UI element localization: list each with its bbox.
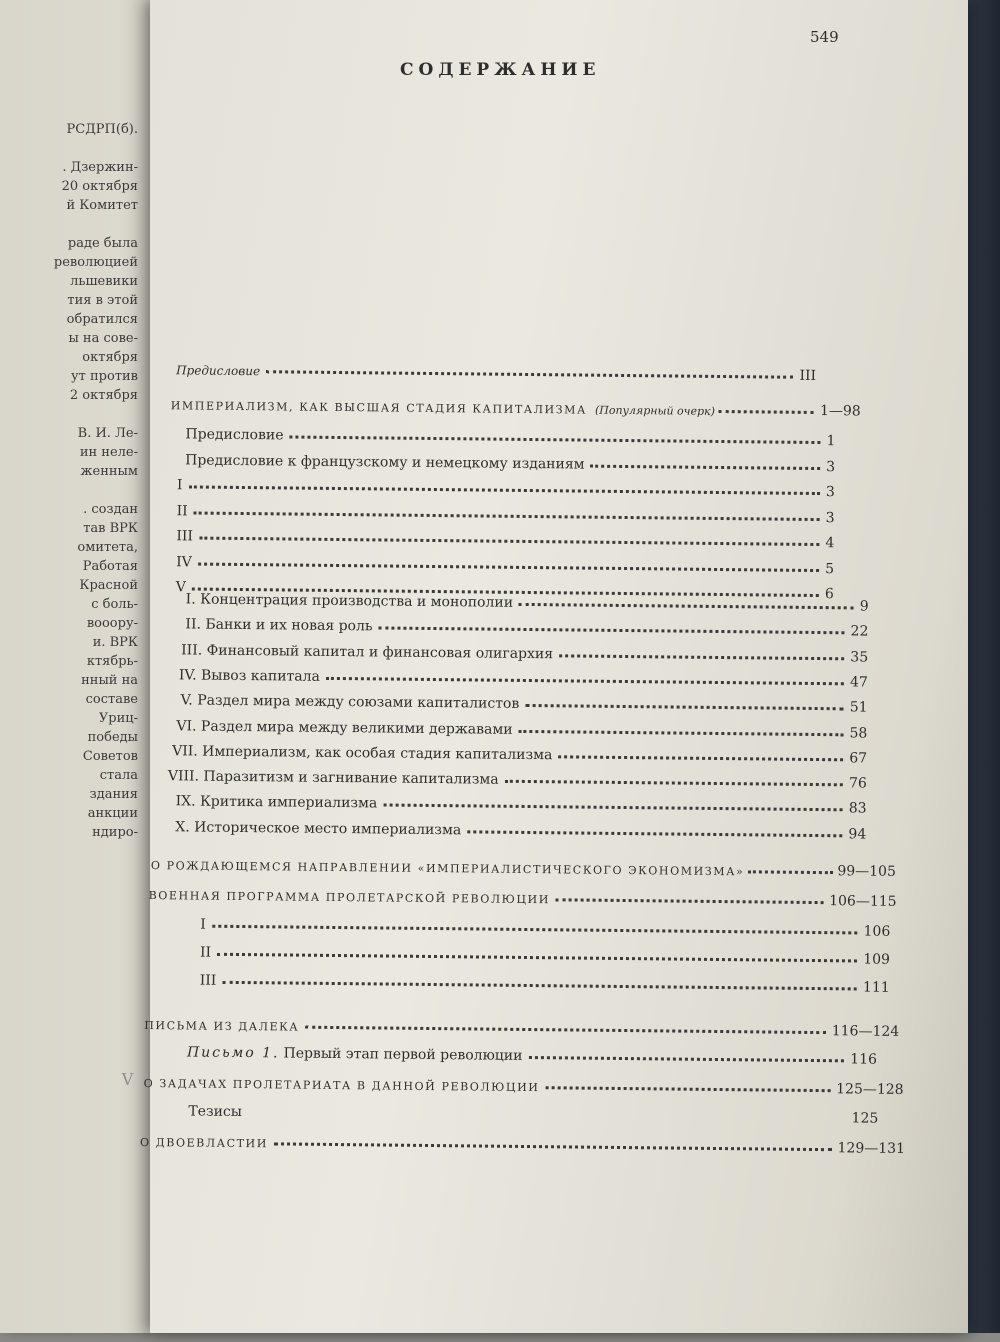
leader-dots [198,562,819,572]
leader-dots [188,485,820,495]
leader-dots [559,654,844,660]
leader-dots [326,677,844,685]
toc-entry-letter-1[interactable] [187,1038,877,1067]
toc-label: ИМПЕРИАЛИЗМ, КАК ВЫСШАЯ СТАДИЯ КАПИТАЛИЗМА [170,399,588,417]
leader-dots [194,511,820,521]
toc-entry-chapter[interactable] [172,737,867,766]
leader-dots [519,729,844,735]
toc-label: VIII. Паразитизм и загнивание капитализма [167,768,499,788]
toc-label: III. Финансовый капитал и финансовая олигархия [181,641,554,662]
toc-entry-tasks[interactable] [121,1068,904,1098]
toc-label: VII. Империализм, как особая стадия капитализма [172,743,553,764]
toc-entry-imperialism-section[interactable] [176,548,834,577]
toc-entry-imperialism-section[interactable] [185,420,835,449]
toc-entry-chapter[interactable] [176,712,867,741]
toc-page: 129—131 [837,1140,906,1157]
toc-label: V [175,579,187,596]
toc-label: II. Банки и их новая роль [185,616,373,635]
leader-space [248,1115,846,1121]
toc-page: 51 [849,699,868,716]
toc-page: 3 [826,458,836,475]
toc-label: IV [176,553,192,570]
leader-dots [217,953,857,963]
leader-dots [274,1142,832,1151]
toc-page: 99—105 [837,863,896,880]
leader-dots [545,1086,830,1092]
toc-label: Предисловие [176,363,261,379]
toc-label: IX. Критика империализма [175,793,378,812]
leader-dots [467,830,842,837]
toc-label: I. Концентрация производства и монополии [185,591,514,611]
toc-entry-preface[interactable] [176,355,816,384]
toc-page: 1 [826,433,836,450]
toc-label: III [199,972,217,989]
toc-label: IV. Вывоз капитала [178,667,321,685]
pencil-check-mark: V [121,1069,134,1089]
toc-entry-military-section[interactable] [200,967,890,996]
toc-label: ВОЕННАЯ ПРОГРАММА ПРОЛЕТАРСКОЙ РЕВОЛЮЦИИ [148,889,551,907]
toc-entry-letters[interactable] [144,1010,899,1040]
leader-dots [289,435,820,444]
toc-label: Предисловие к французскому и немецкому изданиям [185,451,585,473]
toc-page: 125—128 [836,1081,904,1098]
toc-entry-chapter[interactable] [181,687,868,716]
toc-label: ПИСЬМА ИЗ ДАЛЕКА [144,1018,300,1034]
toc-entry-chapter[interactable] [185,611,868,640]
toc-label: О ДВОЕВЛАСТИИ [139,1135,269,1151]
toc-page: 5 [825,560,835,577]
toc-label: I [176,477,183,494]
toc-label-italic: Письмо 1. [186,1044,280,1062]
toc-entry-chapter[interactable] [176,788,867,817]
toc-entry-chapter[interactable] [175,813,866,842]
leader-dots [525,704,844,710]
toc-label: Предисловие [185,426,284,444]
toc-page: 35 [850,648,869,666]
left-page [0,0,150,1333]
toc-entry-military-section[interactable] [200,911,890,940]
toc-label: Первый этап первой революции [283,1045,523,1064]
leader-dots [266,370,793,379]
leader-dots [212,925,858,935]
toc-page: 76 [848,775,867,792]
toc-page: 116 [850,1051,878,1068]
toc-label: Тезисы [188,1103,243,1121]
toc-page: 9 [859,598,869,615]
toc-entry-economism[interactable] [151,850,896,880]
page-number: 549 [810,28,839,46]
toc-label: О ЗАДАЧАХ ПРОЛЕТАРИАТА В ДАННОЙ РЕВОЛЮЦИИ [143,1076,540,1095]
toc-label: О РОЖДАЮЩЕМСЯ НАПРАВЛЕНИИ «ИМПЕРИАЛИСТИЧЕСКОГО ЭКОНОМИЗМА» [150,859,745,879]
toc-entry-imperialism-section[interactable] [177,471,835,500]
toc-page: 83 [848,800,867,817]
page-title: СОДЕРЖАНИЕ [400,60,601,80]
toc-entry-chapter[interactable] [168,762,867,791]
toc-entry-military[interactable] [149,880,897,910]
toc-entry-chapter[interactable] [179,661,868,690]
left-page-text: РСДРП(б). . Дзержин- 20 октября й Комитет раде была революцией льшевики тия в этой обратился ы на сове- октября ут против 2 октября В. И. Ле- ин неле- женным . создан тав ВРК омитета, Работая Красной с боль- вооору- и. ВРК ктябрь- нный на составе Уриц- победы Советов стала здания анкции ндиро- [53,122,138,840]
toc-page: 47 [849,674,868,691]
leader-dots [519,603,854,610]
toc-page: 125 [851,1110,879,1127]
toc-page: 4 [825,535,835,552]
toc-entry-military-section[interactable] [200,939,890,968]
toc-entry-imperialism[interactable] [171,390,861,419]
toc-page: 6 [824,586,834,603]
leader-dots [505,780,843,787]
toc-page: 58 [849,724,868,742]
toc-page: 106 [863,923,891,940]
leader-dots [558,755,843,761]
toc-subtitle: (Популярный очерк) [594,403,716,418]
table-of-contents [121,0,968,1341]
toc-label: VI. Раздел мира между великими державами [176,717,513,738]
toc-page: 106—115 [829,893,897,910]
leader-dots [528,1056,844,1062]
toc-page: 67 [849,750,868,767]
toc-entry-imperialism-section[interactable] [185,446,835,475]
toc-page: III [799,367,817,384]
leader-dots [305,1026,826,1034]
toc-page: 94 [848,826,867,843]
toc-entry-dual-power[interactable] [140,1127,905,1157]
leader-dots [222,981,857,991]
toc-page: 1—98 [819,403,861,420]
toc-page: 109 [863,951,891,968]
leader-dots [719,410,814,414]
toc-entry-theses[interactable] [188,1097,878,1126]
leader-dots [591,464,821,469]
leader-dots [556,898,823,904]
toc-entry-imperialism-section[interactable] [176,522,834,551]
toc-label: III [176,528,194,545]
toc-page: 111 [862,979,890,996]
toc-label: V. Раздел мира между союзами капиталистов [180,692,520,713]
toc-page: 116—124 [831,1023,900,1040]
leader-dots [383,804,842,812]
toc-page: 22 [850,623,869,640]
toc-entry-imperialism-section[interactable] [177,497,835,526]
toc-entry-chapter[interactable] [181,636,868,665]
toc-page: 3 [825,509,835,526]
toc-label: X. Историческое место империализма [175,818,462,838]
toc-label: I [200,916,206,933]
leader-dots [199,537,819,546]
leader-dots [379,627,845,635]
right-page [121,0,968,1333]
toc-label: II [199,944,212,961]
leader-dots [748,870,833,874]
toc-label: II [176,502,188,519]
toc-page: 3 [825,484,835,501]
